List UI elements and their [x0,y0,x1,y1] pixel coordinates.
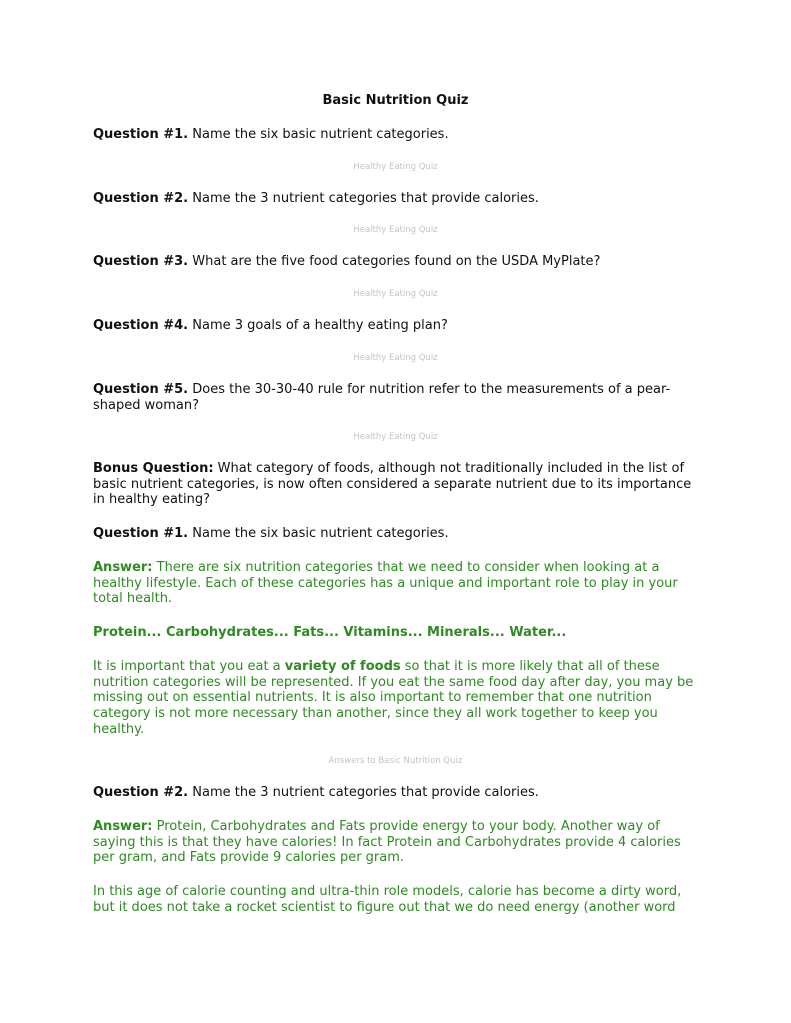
question-1 [93,127,699,143]
watermark: Healthy Eating Quiz [353,353,438,363]
paragraph-text: It is important that you eat a [93,659,281,674]
question-2 [93,191,699,207]
paragraph-text: In this age of calorie counting and ultra-thin role models, calorie has become a dirty word, but it does not take a rocket scientist to figure out that we do need energy (another word [93,884,682,915]
question-3 [93,254,699,270]
question-label: Question #2. [93,191,189,206]
answer-question-1 [93,526,699,542]
watermark: Healthy Eating Quiz [353,289,438,299]
question-text: Name the six basic nutrient categories. [192,526,449,541]
bonus-label: Bonus Question: [93,461,214,476]
answer-1 [93,560,699,607]
question-label: Question #1. [93,526,189,541]
page-title: Basic Nutrition Quiz [322,93,469,108]
answer-1-paragraph [93,659,699,738]
watermark: Healthy Eating Quiz [353,225,438,235]
answer-2-paragraph [93,884,699,915]
answer-text: Protein, Carbohydrates and Fats provide energy to your body. Another way of saying this is that they have calories! In fact Protein and Carbohydrates provide 4 calories per gram, and Fats provide 9 calories per gram. [93,819,681,866]
question-label: Question #4. [93,318,189,333]
answer-2 [93,819,699,866]
question-4 [93,318,699,334]
question-text: Name the 3 nutrient categories that provide calories. [192,785,539,800]
bonus-text: What category of foods, although not traditionally included in the list of basic nutrient categories, is now often considered a separate nutrient due to its importance in healthy eating? [93,461,692,508]
watermark: Answers to Basic Nutrition Quiz [328,756,463,766]
question-label: Question #2. [93,785,189,800]
question-label: Question #1. [93,127,189,142]
answer-text: There are six nutrition categories that we need to consider when looking at a healthy lifestyle. Each of these categories has a unique and important role to play in your total health. [93,560,678,607]
question-text: Name the 3 nutrient categories that provide calories. [192,191,539,206]
paragraph-bold-text: variety of foods [284,659,401,674]
answer-label: Answer: [93,819,153,834]
question-label: Question #5. [93,382,189,397]
question-5 [93,382,683,413]
bonus-question [93,461,699,508]
watermark: Healthy Eating Quiz [353,432,438,442]
answer-1-list [93,625,699,641]
answer-question-2 [93,785,699,801]
nutrient-list: Protein... Carbohydrates... Fats... Vitamins... Minerals... Water... [93,625,567,640]
question-text: Name 3 goals of a healthy eating plan? [192,318,448,333]
answer-label: Answer: [93,560,153,575]
question-text: Does the 30-30-40 rule for nutrition refer to the measurements of a pear-shaped woman? [93,382,671,413]
watermark: Healthy Eating Quiz [353,162,438,172]
question-text: Name the six basic nutrient categories. [192,127,449,142]
question-text: What are the five food categories found on the USDA MyPlate? [192,254,601,269]
question-label: Question #3. [93,254,189,269]
paragraph-text: so that it is more likely that all of these nutrition categories will be represented. If you eat the same food day after day, you may be missing out on essential nutrients. It is also important to remember that one nutrition category is not more necessary than another, since they all work together to keep you healthy. [93,659,694,737]
